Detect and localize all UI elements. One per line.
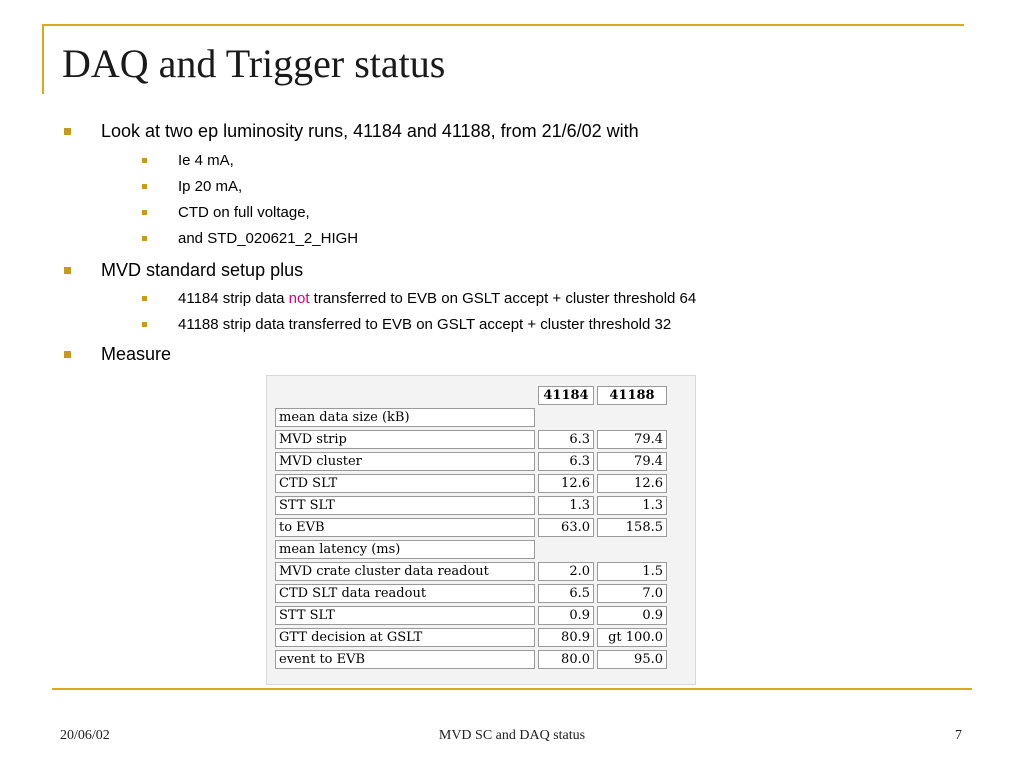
bullet-square-icon: [142, 236, 147, 241]
column-header-41188: 41188: [597, 386, 667, 405]
value-41188: 95.0: [597, 650, 667, 669]
sub-bullet-text: and STD_020621_2_HIGH: [178, 230, 359, 247]
row-label: STT SLT: [275, 606, 535, 625]
value-41188: 79.4: [597, 452, 667, 471]
value-41184: 2.0: [538, 562, 594, 581]
sub-bullet-text: [178, 289, 696, 308]
bullet-text: Look at two ep luminosity runs, 41184 and 41188, from 21/6/02 with: [101, 121, 639, 141]
table-row: [275, 584, 667, 603]
bullet-square-icon: [64, 267, 71, 274]
row-label: CTD SLT data readout: [275, 584, 535, 603]
table-header-row: [275, 386, 667, 405]
sub-bullet-post: transferred to EVB on GSLT accept + cluster threshold 64: [309, 290, 697, 307]
row-label: event to EVB: [275, 650, 535, 669]
table-row: [275, 518, 667, 537]
value-41188: 79.4: [597, 430, 667, 449]
table-row: [275, 650, 667, 669]
value-41184: 6.3: [538, 452, 594, 471]
section-header-row: [275, 408, 667, 427]
table-row: [275, 562, 667, 581]
table-row: [275, 474, 667, 493]
table-row: [275, 606, 667, 625]
row-label: STT SLT: [275, 496, 535, 515]
highlight-not: not: [288, 290, 310, 307]
value-41188: 158.5: [597, 518, 667, 537]
measurement-table: [272, 383, 670, 672]
value-41184: 1.3: [538, 496, 594, 515]
table-row: [275, 496, 667, 515]
bullet-square-icon: [142, 296, 147, 301]
slide-title: DAQ and Trigger status: [62, 41, 446, 86]
value-41184: 12.6: [538, 474, 594, 493]
value-41184: 6.5: [538, 584, 594, 603]
sub-bullet-text: 41188 strip data transferred to EVB on GSLT accept + cluster threshold 32: [178, 316, 672, 333]
table-row: [275, 452, 667, 471]
section-header-row: [275, 540, 667, 559]
bullet-square-icon: [142, 322, 147, 327]
bullet-text: MVD standard setup plus: [101, 260, 304, 280]
value-41188: 1.3: [597, 496, 667, 515]
frame-top-line: [42, 24, 964, 26]
bullet-square-icon: [142, 210, 147, 215]
sub-bullet-text: Ie 4 mA,: [178, 152, 234, 169]
row-label: CTD SLT: [275, 474, 535, 493]
table-row: [275, 628, 667, 647]
sub-bullet-text: CTD on full voltage,: [178, 204, 310, 221]
row-label: GTT decision at GSLT: [275, 628, 535, 647]
frame-bottom-line: [52, 688, 972, 690]
row-label: to EVB: [275, 518, 535, 537]
value-41184: 0.9: [538, 606, 594, 625]
footer-date: 20/06/02: [60, 728, 110, 743]
value-41188: gt 100.0: [597, 628, 667, 647]
value-41188: 1.5: [597, 562, 667, 581]
table-corner: [275, 386, 535, 405]
value-41184: 80.9: [538, 628, 594, 647]
value-41188: 7.0: [597, 584, 667, 603]
frame-left-line: [42, 24, 44, 94]
sub-bullet-pre: 41184 strip data: [178, 290, 289, 307]
column-header-41184: 41184: [538, 386, 594, 405]
value-41184: 6.3: [538, 430, 594, 449]
row-label: MVD strip: [275, 430, 535, 449]
section-title: mean latency (ms): [275, 540, 535, 559]
row-label: MVD cluster: [275, 452, 535, 471]
value-41188: 0.9: [597, 606, 667, 625]
sub-bullet-text: Ip 20 mA,: [178, 178, 243, 195]
bullet-square-icon: [142, 184, 147, 189]
bullet-square-icon: [142, 158, 147, 163]
bullet-square-icon: [64, 351, 71, 358]
section-title: mean data size (kB): [275, 408, 535, 427]
footer-page-number: 7: [955, 728, 962, 743]
value-41188: 12.6: [597, 474, 667, 493]
footer-title: MVD SC and DAQ status: [438, 728, 586, 743]
bullet-square-icon: [64, 128, 71, 135]
table-row: [275, 430, 667, 449]
row-label: MVD crate cluster data readout: [275, 562, 535, 581]
value-41184: 80.0: [538, 650, 594, 669]
value-41184: 63.0: [538, 518, 594, 537]
bullet-text: Measure: [101, 344, 172, 364]
